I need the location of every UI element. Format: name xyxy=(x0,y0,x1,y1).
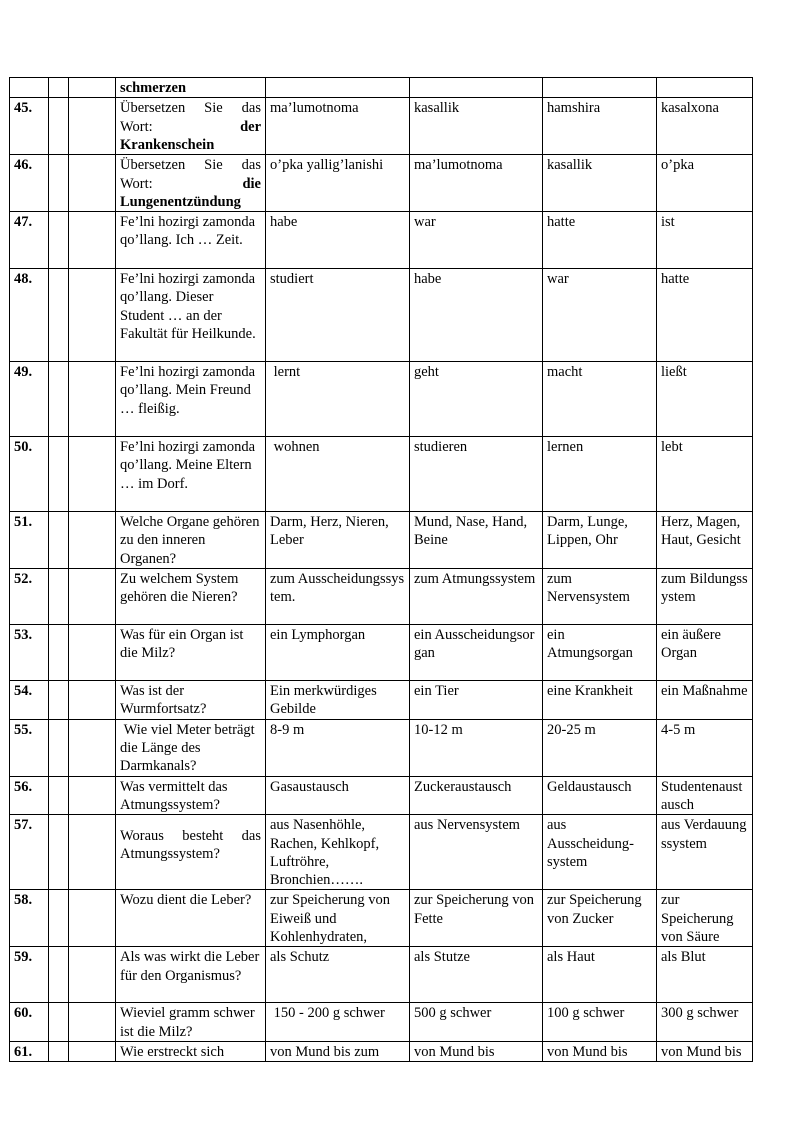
option-c: Darm, Lunge, Lippen, Ohr xyxy=(543,512,657,569)
question-text: Zu welchem System gehören die Nieren? xyxy=(116,569,266,625)
option-a: Darm, Herz, Nieren, Leber xyxy=(266,512,410,569)
option-b: aus Nervensystem xyxy=(410,815,543,890)
empty-cell xyxy=(69,362,116,437)
table-row xyxy=(10,569,753,625)
question-text: schmerzen xyxy=(116,78,266,98)
option-c xyxy=(543,78,657,98)
question-text: Wie erstreckt sich xyxy=(116,1042,266,1062)
empty-cell xyxy=(49,269,69,362)
option-b: geht xyxy=(410,362,543,437)
question-text: Woraus besteht das Atmungssystem? xyxy=(116,815,266,890)
table-row xyxy=(10,681,753,720)
table-row xyxy=(10,98,753,155)
question-number: 57. xyxy=(10,815,49,890)
option-b: ein Tier xyxy=(410,681,543,720)
option-b: studieren xyxy=(410,437,543,512)
quiz-table xyxy=(9,77,753,1062)
option-d: Herz, Magen, Haut, Gesicht xyxy=(657,512,753,569)
option-b: Mund, Nase, Hand, Beine xyxy=(410,512,543,569)
option-b: war xyxy=(410,212,543,269)
option-b: 500 g schwer xyxy=(410,1003,543,1042)
empty-cell xyxy=(69,1042,116,1062)
option-b: von Mund bis xyxy=(410,1042,543,1062)
option-d: zum Bildungssystem xyxy=(657,569,753,625)
question-number: 45. xyxy=(10,98,49,155)
table-row xyxy=(10,362,753,437)
table-row xyxy=(10,437,753,512)
option-c: macht xyxy=(543,362,657,437)
question-text: Was für ein Organ ist die Milz? xyxy=(116,625,266,681)
table-row xyxy=(10,1003,753,1042)
option-b: ma’lumotnoma xyxy=(410,155,543,212)
empty-cell xyxy=(49,78,69,98)
option-c: 20-25 m xyxy=(543,719,657,776)
question-number: 59. xyxy=(10,947,49,1003)
table-row xyxy=(10,212,753,269)
question-number: 48. xyxy=(10,269,49,362)
option-b: als Stutze xyxy=(410,947,543,1003)
question-number: 46. xyxy=(10,155,49,212)
option-d xyxy=(657,78,753,98)
empty-cell xyxy=(49,719,69,776)
option-b: ein Ausscheidungsorgan xyxy=(410,625,543,681)
question-number: 49. xyxy=(10,362,49,437)
empty-cell xyxy=(49,155,69,212)
question-text: Übersetzen Sie das Wort: der Krankenschein xyxy=(116,98,266,155)
empty-cell xyxy=(69,569,116,625)
empty-cell xyxy=(69,155,116,212)
table-row xyxy=(10,947,753,1003)
empty-cell xyxy=(69,512,116,569)
table-row xyxy=(10,890,753,947)
question-number: 52. xyxy=(10,569,49,625)
table-row xyxy=(10,625,753,681)
question-text: Wozu dient die Leber? xyxy=(116,890,266,947)
question-text: Fe’lni hozirgi zamonda qo’llang. Meine Eltern … im Dorf. xyxy=(116,437,266,512)
option-d: ließt xyxy=(657,362,753,437)
option-c: lernen xyxy=(543,437,657,512)
option-c: Geldaustausch xyxy=(543,776,657,815)
empty-cell xyxy=(69,815,116,890)
question-text: Was vermittelt das Atmungssystem? xyxy=(116,776,266,815)
empty-cell xyxy=(49,512,69,569)
empty-cell xyxy=(69,212,116,269)
option-c: eine Krankheit xyxy=(543,681,657,720)
option-b: kasallik xyxy=(410,98,543,155)
question-number xyxy=(10,78,49,98)
question-number: 61. xyxy=(10,1042,49,1062)
question-text: Welche Organe gehören zu den inneren Organen? xyxy=(116,512,266,569)
empty-cell xyxy=(69,681,116,720)
option-a: habe xyxy=(266,212,410,269)
empty-cell xyxy=(49,947,69,1003)
option-a: als Schutz xyxy=(266,947,410,1003)
question-text: Wie viel Meter beträgt die Länge des Darmkanals? xyxy=(116,719,266,776)
empty-cell xyxy=(69,625,116,681)
question-text: Wieviel gramm schwer ist die Milz? xyxy=(116,1003,266,1042)
option-d: o’pka xyxy=(657,155,753,212)
empty-cell xyxy=(49,362,69,437)
option-a: lernt xyxy=(266,362,410,437)
option-a: wohnen xyxy=(266,437,410,512)
option-d: 4-5 m xyxy=(657,719,753,776)
empty-cell xyxy=(69,78,116,98)
empty-cell xyxy=(49,815,69,890)
option-a: zum Ausscheidungssystem. xyxy=(266,569,410,625)
empty-cell xyxy=(49,212,69,269)
question-text: Übersetzen Sie das Wort: die Lungenentzündung xyxy=(116,155,266,212)
option-d: als Blut xyxy=(657,947,753,1003)
question-number: 50. xyxy=(10,437,49,512)
option-c: 100 g schwer xyxy=(543,1003,657,1042)
option-c: hamshira xyxy=(543,98,657,155)
question-number: 47. xyxy=(10,212,49,269)
option-d: kasalxona xyxy=(657,98,753,155)
table-row xyxy=(10,269,753,362)
option-a: studiert xyxy=(266,269,410,362)
option-b: Zuckeraustausch xyxy=(410,776,543,815)
question-number: 53. xyxy=(10,625,49,681)
table-row xyxy=(10,78,753,98)
option-c: von Mund bis xyxy=(543,1042,657,1062)
option-a: ein Lymphorgan xyxy=(266,625,410,681)
question-number: 56. xyxy=(10,776,49,815)
option-b: 10-12 m xyxy=(410,719,543,776)
empty-cell xyxy=(69,1003,116,1042)
question-number: 58. xyxy=(10,890,49,947)
empty-cell xyxy=(69,437,116,512)
option-c: aus Ausscheidung-system xyxy=(543,815,657,890)
empty-cell xyxy=(49,98,69,155)
option-d: lebt xyxy=(657,437,753,512)
option-c: hatte xyxy=(543,212,657,269)
option-a: 150 - 200 g schwer xyxy=(266,1003,410,1042)
option-c: zur Speicherung von Zucker xyxy=(543,890,657,947)
option-d: Studentenaustausch xyxy=(657,776,753,815)
empty-cell xyxy=(49,890,69,947)
table-row xyxy=(10,719,753,776)
option-a: 8-9 m xyxy=(266,719,410,776)
question-text: Fe’lni hozirgi zamonda qo’llang. Dieser Student … an der Fakultät für Heilkunde. xyxy=(116,269,266,362)
option-d: hatte xyxy=(657,269,753,362)
option-b: zur Speicherung von Fette xyxy=(410,890,543,947)
question-number: 51. xyxy=(10,512,49,569)
empty-cell xyxy=(69,719,116,776)
empty-cell xyxy=(49,776,69,815)
table-row xyxy=(10,1042,753,1062)
option-a: Gasaustausch xyxy=(266,776,410,815)
option-a: Ein merkwürdiges Gebilde xyxy=(266,681,410,720)
option-d: ein Maßnahme xyxy=(657,681,753,720)
question-text: Was ist der Wurmfortsatz? xyxy=(116,681,266,720)
empty-cell xyxy=(49,1003,69,1042)
table-row xyxy=(10,155,753,212)
option-a: zur Speicherung von Eiweiß und Kohlenhydraten, xyxy=(266,890,410,947)
empty-cell xyxy=(49,625,69,681)
question-text: Fe’lni hozirgi zamonda qo’llang. Ich … Zeit. xyxy=(116,212,266,269)
option-a: von Mund bis zum xyxy=(266,1042,410,1062)
question-number: 54. xyxy=(10,681,49,720)
empty-cell xyxy=(49,681,69,720)
question-number: 60. xyxy=(10,1003,49,1042)
empty-cell xyxy=(69,947,116,1003)
empty-cell xyxy=(69,98,116,155)
option-a: aus Nasenhöhle, Rachen, Kehlkopf, Luftröhre, Bronchien……. xyxy=(266,815,410,890)
option-a: o’pka yallig’lanishi xyxy=(266,155,410,212)
option-a: ma’lumotnoma xyxy=(266,98,410,155)
option-d: 300 g schwer xyxy=(657,1003,753,1042)
question-text: Als was wirkt die Leber für den Organismus? xyxy=(116,947,266,1003)
option-b: zum Atmungssystem xyxy=(410,569,543,625)
option-d: ist xyxy=(657,212,753,269)
empty-cell xyxy=(49,1042,69,1062)
empty-cell xyxy=(69,776,116,815)
option-c: kasallik xyxy=(543,155,657,212)
table-row xyxy=(10,776,753,815)
table-row xyxy=(10,815,753,890)
question-text: Fe’lni hozirgi zamonda qo’llang. Mein Freund … fleißig. xyxy=(116,362,266,437)
empty-cell xyxy=(69,890,116,947)
empty-cell xyxy=(49,437,69,512)
option-c: als Haut xyxy=(543,947,657,1003)
option-a xyxy=(266,78,410,98)
table-row xyxy=(10,512,753,569)
option-d: zur Speicherung von Säure xyxy=(657,890,753,947)
option-d: von Mund bis xyxy=(657,1042,753,1062)
option-c: zum Nervensystem xyxy=(543,569,657,625)
option-c: war xyxy=(543,269,657,362)
question-number: 55. xyxy=(10,719,49,776)
option-b xyxy=(410,78,543,98)
option-d: aus Verdauungssystem xyxy=(657,815,753,890)
empty-cell xyxy=(49,569,69,625)
option-b: habe xyxy=(410,269,543,362)
empty-cell xyxy=(69,269,116,362)
option-c: ein Atmungsorgan xyxy=(543,625,657,681)
option-d: ein äußere Organ xyxy=(657,625,753,681)
